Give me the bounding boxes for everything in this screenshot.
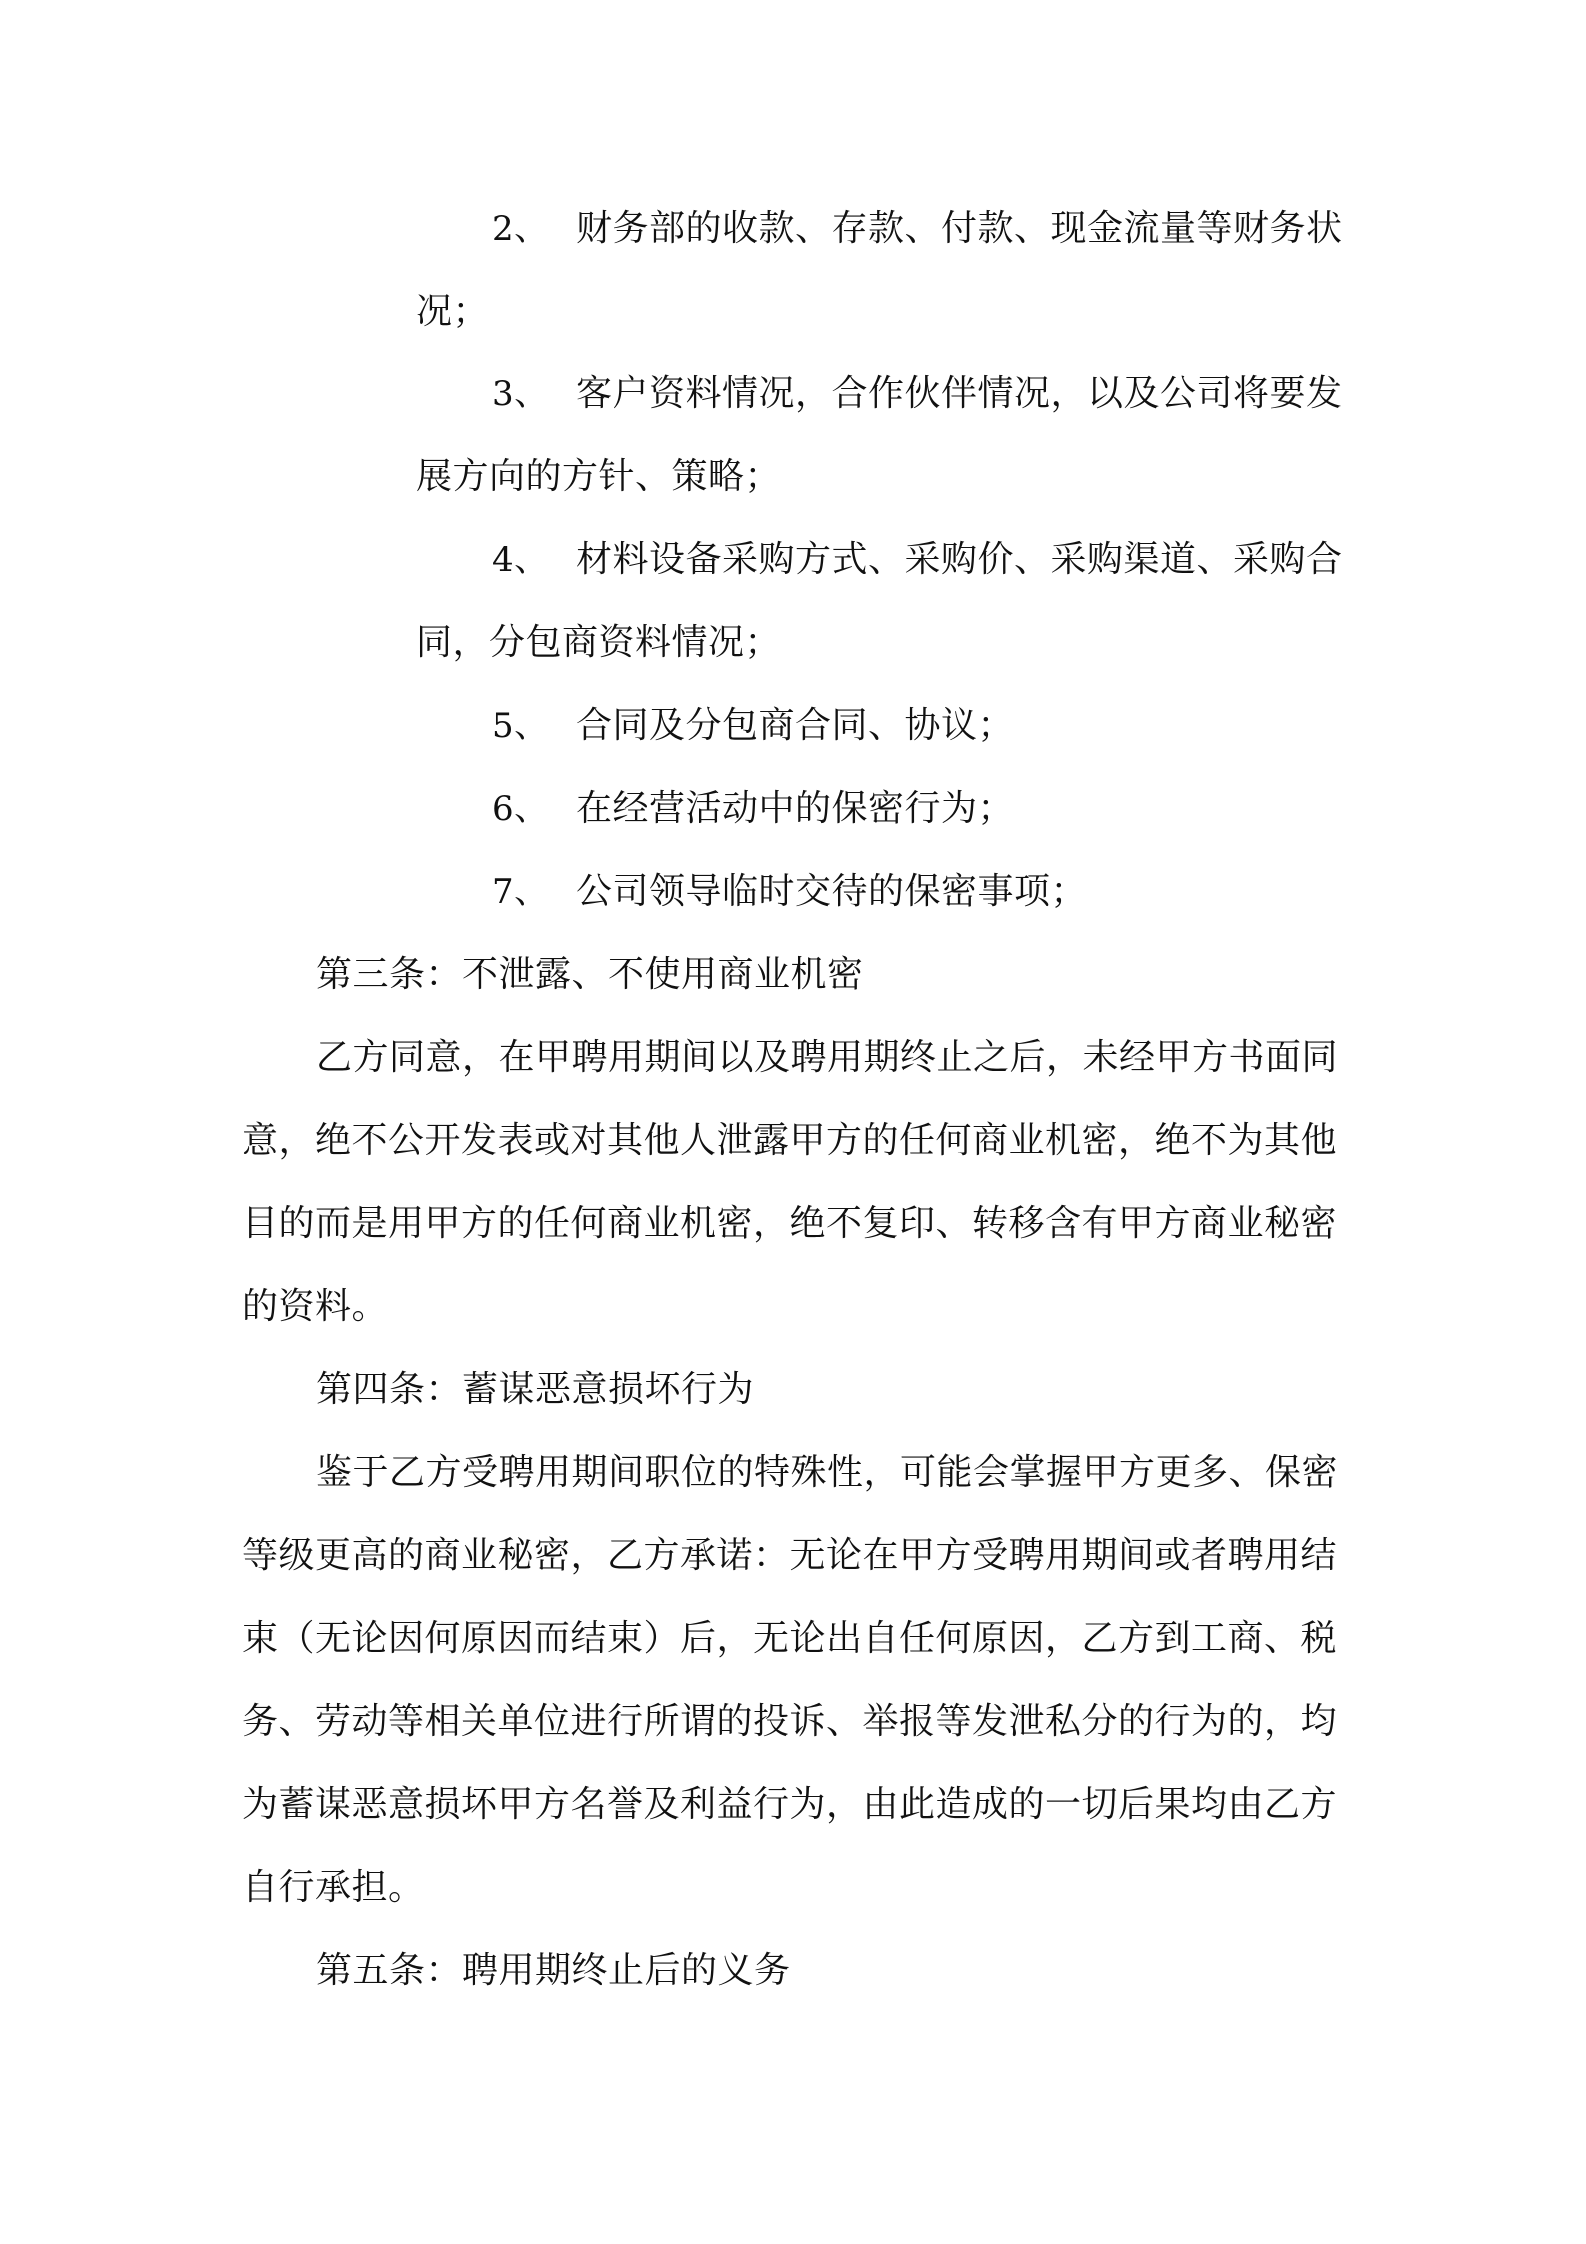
article-4-line: 务、劳动等相关单位进行所谓的投诉、举报等发泄私分的行为的，均 (242, 1701, 1338, 1742)
list-item-3-continuation: 展方向的方针、策略； (416, 456, 782, 497)
item-text: 在经营活动中的保密行为； (576, 788, 1015, 829)
article-3-line: 目的而是用甲方的任何商业机密，绝不复印、转移含有甲方商业秘密 (242, 1203, 1338, 1244)
article-4-line: 自行承担。 (242, 1867, 425, 1908)
item-text: 客户资料情况，合作伙伴情况，以及公司将要发 (576, 373, 1343, 414)
item-number: 4、 (492, 540, 549, 580)
item-number: 5、 (492, 706, 549, 746)
item-text: 公司领导临时交待的保密事项； (576, 871, 1088, 912)
item-number: 6、 (492, 789, 549, 829)
item-text: 合同及分包商合同、协议； (576, 705, 1015, 746)
item-text: 财务部的收款、存款、付款、现金流量等财务状 (576, 208, 1343, 249)
article-3-line: 乙方同意，在甲聘用期间以及聘用期终止之后，未经甲方书面同 (316, 1037, 1339, 1078)
item-number: 2、 (492, 209, 549, 249)
list-item-7 (492, 868, 1087, 916)
article-4-heading: 第四条：蓄谋恶意损坏行为 (316, 1369, 755, 1410)
list-item-3 (492, 370, 1343, 418)
article-3-line: 意，绝不公开发表或对其他人泄露甲方的任何商业机密，绝不为其他 (242, 1120, 1338, 1161)
list-item-2-continuation: 况； (416, 291, 490, 332)
article-5-heading: 第五条：聘用期终止后的义务 (316, 1950, 791, 1991)
item-text: 材料设备采购方式、采购价、采购渠道、采购合 (576, 539, 1343, 580)
article-3-line: 的资料。 (242, 1286, 389, 1327)
list-item-4 (492, 536, 1343, 584)
article-3-heading: 第三条：不泄露、不使用商业机密 (316, 954, 864, 995)
article-4-line: 等级更高的商业秘密，乙方承诺：无论在甲方受聘用期间或者聘用结 (242, 1535, 1338, 1576)
article-4-line: 束（无论因何原因而结束）后，无论出自任何原因，乙方到工商、税 (242, 1618, 1338, 1659)
article-4-line: 鉴于乙方受聘用期间职位的特殊性，可能会掌握甲方更多、保密 (316, 1452, 1339, 1493)
list-item-5 (492, 702, 1014, 750)
list-item-4-continuation: 同，分包商资料情况； (416, 622, 782, 663)
article-4-line: 为蓄谋恶意损坏甲方名誉及利益行为，由此造成的一切后果均由乙方 (242, 1784, 1338, 1825)
item-number: 3、 (492, 374, 549, 414)
list-item-2 (492, 205, 1343, 253)
list-item-6 (492, 785, 1014, 833)
item-number: 7、 (492, 872, 549, 912)
